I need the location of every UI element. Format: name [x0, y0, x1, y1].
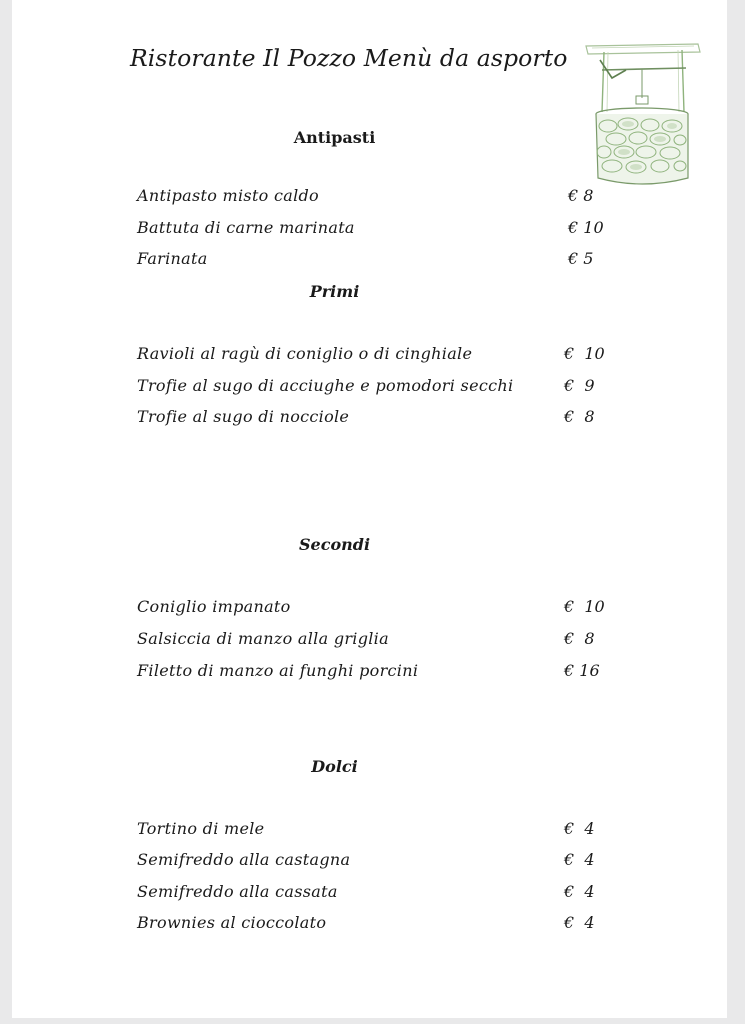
- section-title-dolci: Dolci: [311, 757, 358, 776]
- menu-item: Trofie al sugo di acciughe e pomodori secchi: [137, 376, 514, 395]
- section-title-antipasti: Antipasti: [293, 128, 376, 147]
- menu-title: Ristorante Il Pozzo Menù da asporto: [130, 44, 568, 72]
- menu-item: Filetto di manzo ai funghi porcini: [137, 661, 419, 680]
- menu-item: Semifreddo alla castagna: [137, 850, 351, 869]
- menu-item-price: € 4: [564, 850, 595, 869]
- menu-item: Ravioli al ragù di coniglio o di cinghiale: [137, 344, 473, 363]
- menu-item-price: € 16: [564, 661, 600, 680]
- menu-item-price: € 8: [564, 407, 595, 426]
- menu-item-price: € 5: [568, 249, 594, 268]
- menu-item-price: € 10: [564, 597, 605, 616]
- menu-item: Trofie al sugo di nocciole: [137, 407, 350, 426]
- menu-item-price: € 4: [564, 882, 595, 901]
- menu-page: [12, 0, 727, 1018]
- menu-item-price: € 4: [564, 913, 595, 932]
- well-icon: [582, 40, 702, 190]
- menu-item-price: € 10: [568, 218, 604, 237]
- menu-item: Antipasto misto caldo: [137, 186, 319, 205]
- menu-item-price: € 8: [568, 186, 594, 205]
- section-title-primi: Primi: [309, 282, 360, 301]
- menu-item: Tortino di mele: [137, 819, 265, 838]
- menu-item: Farinata: [137, 249, 208, 268]
- menu-item-price: € 9: [564, 376, 595, 395]
- menu-item-price: € 4: [564, 819, 595, 838]
- menu-item: Battuta di carne marinata: [137, 218, 355, 237]
- menu-item: Salsiccia di manzo alla griglia: [137, 629, 389, 648]
- menu-item: Coniglio impanato: [137, 597, 291, 616]
- menu-item: Semifreddo alla cassata: [137, 882, 338, 901]
- section-title-secondi: Secondi: [298, 535, 371, 554]
- menu-item-price: € 8: [564, 629, 595, 648]
- menu-item: Brownies al cioccolato: [137, 913, 327, 932]
- menu-item-price: € 10: [564, 344, 605, 363]
